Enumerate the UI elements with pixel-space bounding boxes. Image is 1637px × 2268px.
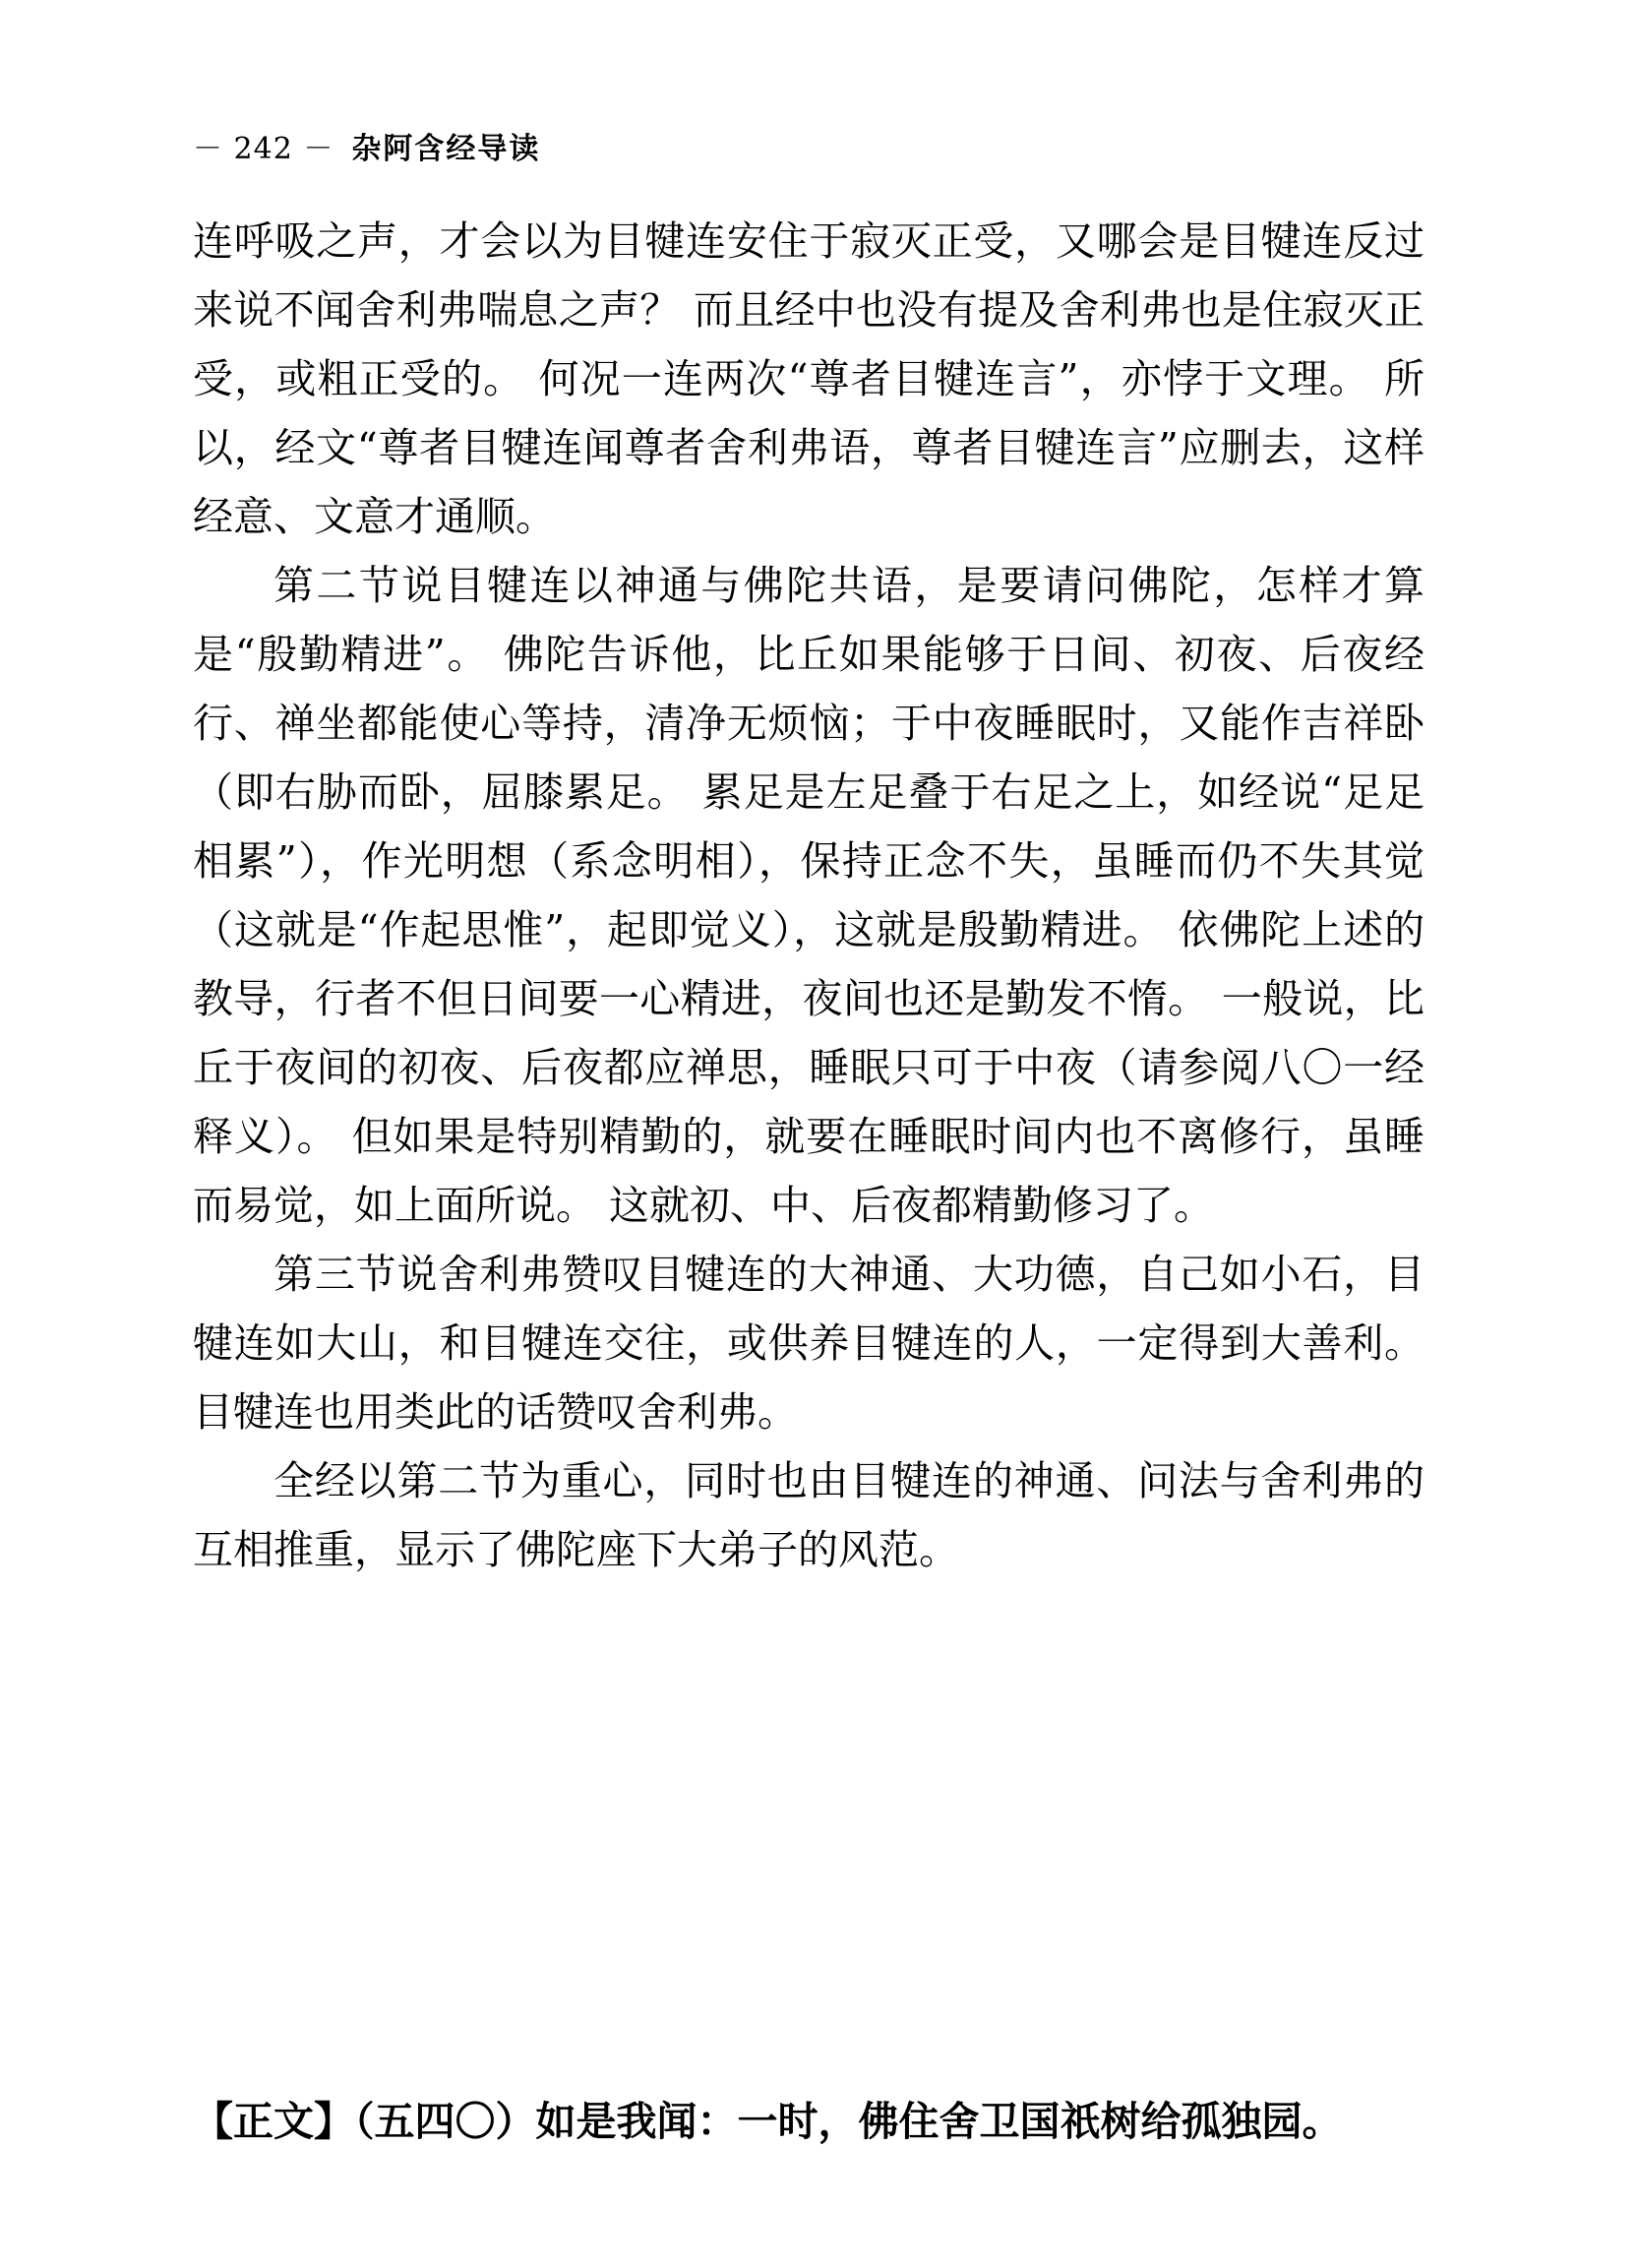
page-number: － 242 －	[193, 132, 334, 166]
running-head	[193, 124, 1472, 169]
paragraph-3: 第三节说舍利弗赞叹目犍连的大神通、大功德，自己如小石，目犍连如大山，和目犍连交往，或供养目犍连的人，一定得到大善利。 目犍连也用类此的话赞叹舍利弗。	[193, 1251, 1425, 1436]
paragraph-4: 全经以第二节为重心，同时也由目犍连的神通、问法与舍利弗的互相推重，显示了佛陀座下大弟子的风范。	[193, 1457, 1425, 1573]
book-title: 杂阿含经导读	[351, 132, 541, 166]
body-text	[193, 207, 1425, 1584]
paragraph-2: 第二节说目犍连以神通与佛陀共语，是要请问佛陀，怎样才算是“殷勤精进”。 佛陀告诉他，比丘如果能够于日间、初夜、后夜经行、禅坐都能使心等持，清净无烦恼；于中夜睡眠时，又能作吉祥卧（即右胁而卧，屈膝累足。 累足是左足叠于右足之上，如经说“足足相累”），作光明想（系念明相），保持正念不失，虽睡而仍不失其觉（这就是“作起思惟”，起即觉义），这就是殷勤精进。 依佛陀上述的教导，行者不但日间要一心精进，夜间也还是勤发不惰。 一般说，比丘于夜间的初夜、后夜都应禅思，睡眠只可于中夜（请参阅八〇一经释义）。 但如果是特别精勤的，就要在睡眠时间内也不离修行，虽睡而易觉，如上面所说。 这就初、中、后夜都精勤修习了。	[193, 562, 1425, 1229]
paragraph-1: 连呼吸之声，才会以为目犍连安住于寂灭正受，又哪会是目犍连反过来说不闻舍利弗喘息之声？ 而且经中也没有提及舍利弗也是住寂灭正受，或粗正受的。 何况一连两次“尊者目犍连言”，亦悖于文理。 所以，经文“尊者目犍连闻尊者舍利弗语，尊者目犍连言”应删去，这样经意、文意才通顺。	[193, 217, 1425, 540]
sutra-label: 【正文】	[193, 2098, 354, 2145]
sutra-heading	[193, 2092, 1452, 2151]
sutra-number: （五四〇）	[354, 2098, 536, 2145]
sutra-opening-text: 如是我闻：一时，佛住舍卫国祇树给孤独园。	[535, 2098, 1343, 2145]
